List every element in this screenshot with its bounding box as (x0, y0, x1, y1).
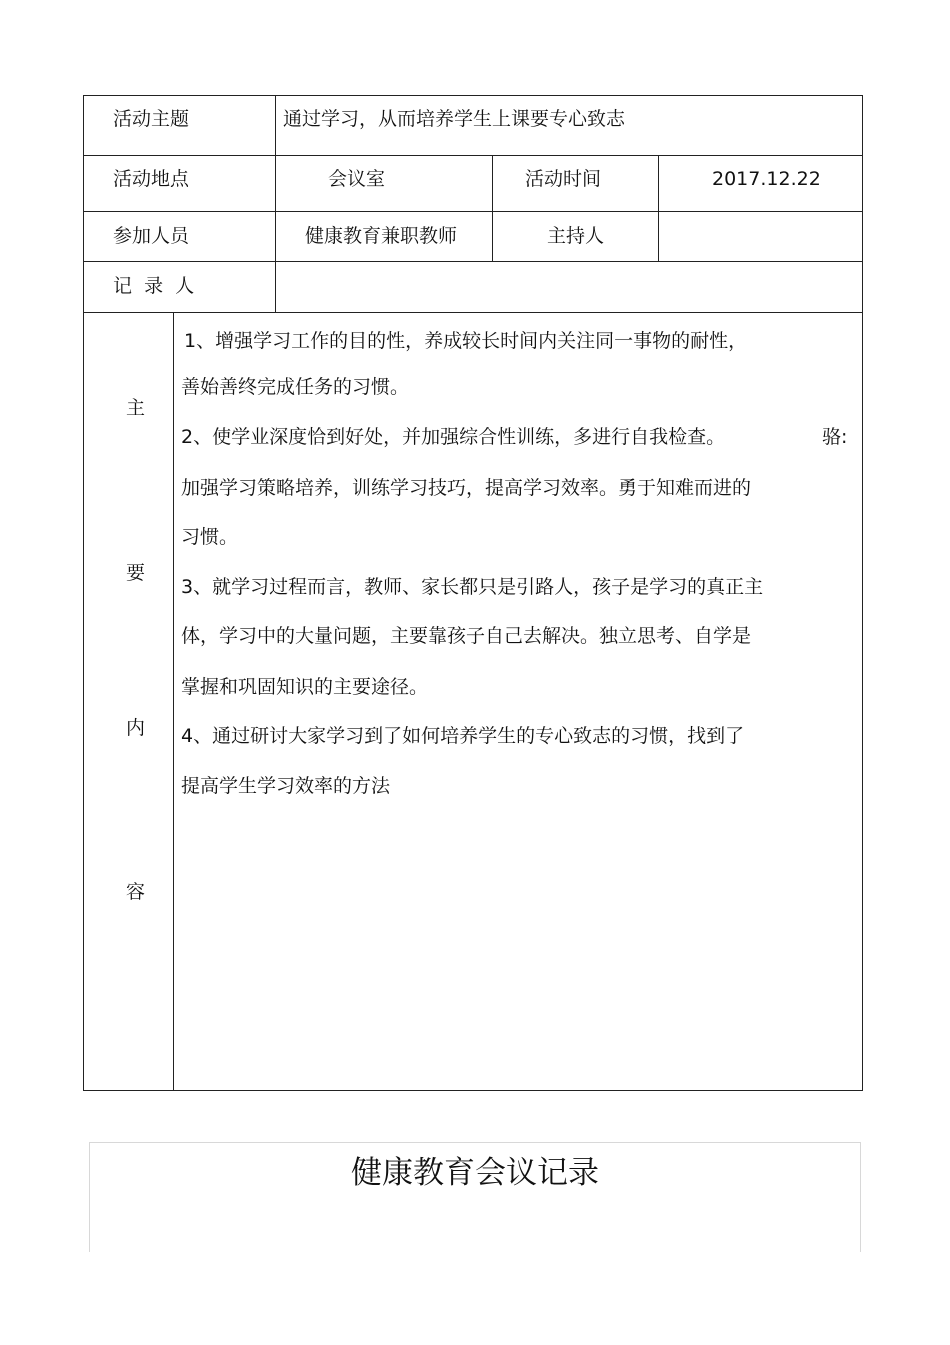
column-divider (658, 155, 659, 261)
content-side-label-char: 主 (126, 397, 146, 419)
content-line: 1、增强学习工作的目的性，养成较长时间内关注同一事物的耐性， (184, 330, 748, 352)
participants-label: 参加人员 (113, 225, 190, 247)
content-line: 习惯。 (181, 526, 239, 548)
recorder-label: 记 录 人 (113, 275, 195, 297)
row-divider (84, 155, 862, 156)
content-line: 3、就学习过程而言，教师、家长都只是引路人，孩子是学习的真正主 (181, 576, 764, 598)
content-side-label-char: 要 (126, 562, 146, 584)
content-line: 2、使学业深度恰到好处，并加强综合性训练，多进行自我检查。 (181, 426, 726, 448)
stray-text: 骆: (822, 426, 848, 448)
column-divider (275, 96, 276, 312)
content-line: 4、通过研讨大家学习到了如何培养学生的专心致志的习惯，找到了 (181, 725, 745, 747)
row-divider (84, 261, 862, 262)
time-label: 活动时间 (525, 168, 602, 190)
page-title: 健康教育会议记录 (351, 1155, 599, 1191)
participants-value: 健康教育兼职教师 (305, 225, 458, 247)
row-divider (84, 211, 862, 212)
content-line: 提高学生学习效率的方法 (181, 775, 391, 797)
topic-label: 活动主题 (113, 108, 190, 130)
column-divider (173, 312, 174, 1090)
content-line: 体，学习中的大量问题，主要靠孩子自己去解决。独立思考、自学是 (181, 625, 752, 647)
row-divider (84, 312, 862, 313)
meeting-record-table (83, 95, 863, 1091)
time-value: 2017.12.22 (712, 168, 821, 190)
content-line: 掌握和巩固知识的主要途径。 (181, 676, 429, 698)
topic-value: 通过学习，从而培养学生上课要专心致志 (283, 108, 626, 130)
next-page-header (89, 1142, 861, 1252)
location-value: 会议室 (328, 168, 386, 190)
content-side-label-char: 内 (126, 717, 146, 739)
content-line: 善始善终完成任务的习惯。 (181, 376, 410, 398)
content-line: 加强学习策略培养，训练学习技巧，提高学习效率。勇于知难而进的 (181, 477, 752, 499)
column-divider (492, 155, 493, 261)
host-label: 主持人 (547, 225, 605, 247)
content-side-label-char: 容 (126, 881, 146, 903)
location-label: 活动地点 (113, 168, 190, 190)
